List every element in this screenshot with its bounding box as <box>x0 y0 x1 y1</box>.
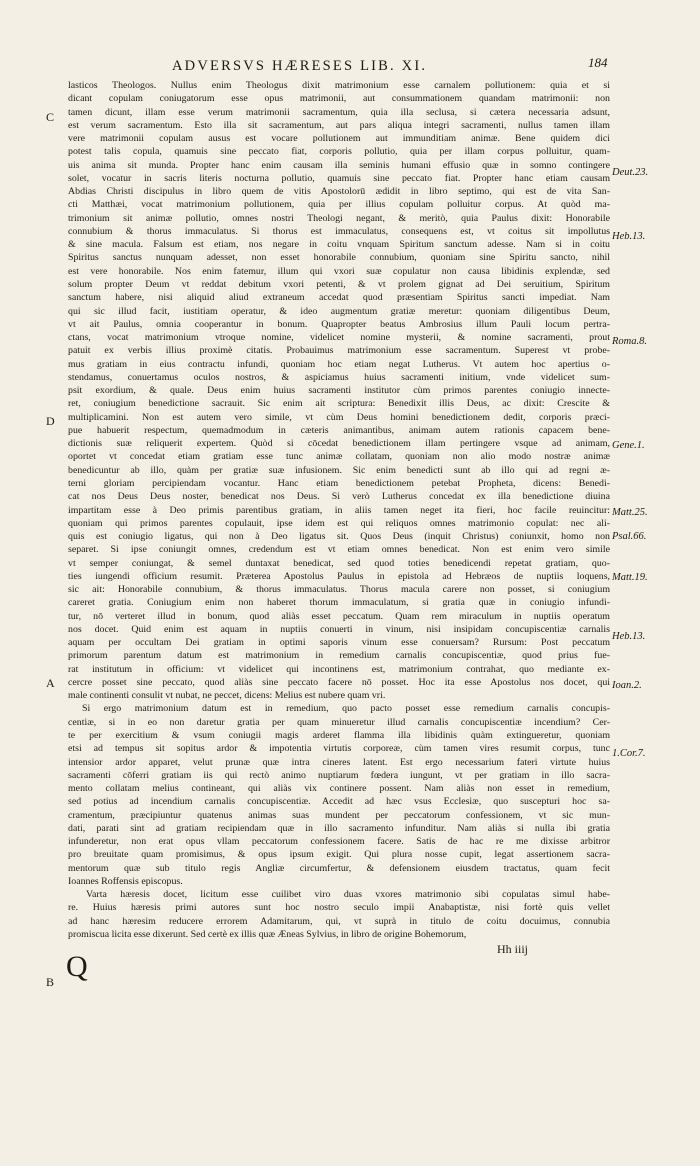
text-line: sanctum habere, nisi aliquid aliud extraneum accedat quod præsentiam Spiritus sancti impediat. Nam <box>68 292 610 304</box>
margin-note-cor: 1.Cor.7. <box>612 748 646 759</box>
text-line: solum propter Deum vt reddat debitum vxori petenti, & vt prolem gignat ad Dei seruitium, Spiritum <box>68 278 610 290</box>
page-footer <box>0 942 700 960</box>
text-line: tamen dicunt, illam esse verum matrimonii sacramentum, quia illa seclusa, si cætera necessaria adsunt, <box>68 106 610 118</box>
margin-note-matt-19: Matt.19. <box>612 572 648 583</box>
text-line: separet. Si ipse coniungit omnes, credendum est vt etiam omnes benedicat. Non est enim vero simile <box>68 544 610 556</box>
text-line: est vere honorabile. Nos enim fatemur, illum qui vxori suæ copulatur non causa libidinis explendæ, sed <box>68 265 610 277</box>
text-line: & sine macula. Falsum est etiam, nos negare in coitu vnquam Spiritum sanctum adesse. Nam si in coitu <box>68 239 610 251</box>
text-line: qui sic illud facit, iustitiam operatur, & ideo augmentum gratiæ meretur: quoniam diligentibus Deum, <box>68 305 610 317</box>
text-line: cercre posset sine peccato, quod aliàs sine peccato facere nō posset. Hoc ita esse Apostolus nos docet, qui <box>68 676 610 688</box>
text-line: Abdias Christi discipulus in libro quem de vitis Apostolorū ædidit in libro septimo, qui est de vita San- <box>68 186 610 198</box>
text-line: tur, nō verteret illud in bonum, quod aliàs esset peccatum. Quam rem miraculum in nuptiis operatum <box>68 610 610 622</box>
text-line: vt ait Paulus, omnia cooperantur in bonum. Quapropter beatus Ambrosius illum Pauli locum pertra- <box>68 318 610 330</box>
text-line: psit exordium, & quale. Deus enim huius sacramenti institutor cùm primos parentes coniugio innecte- <box>68 385 610 397</box>
text-line: trimonium sit animæ pollutio, omnes nostri Theologi negant, & meritò, quia Paulus dixit: Honorabile <box>68 212 610 224</box>
text-line: benedicuntur ab illo, quàm per gratiæ suæ infusionem. Sic enim benedicti sunt ab illo qui ad regni æ- <box>68 464 610 476</box>
text-line: ties iungendi officium resumit. Præterea Apostolus Paulus in epistola ad Hebræos de nuptiis loquens, <box>68 570 610 582</box>
running-head: ADVERSVS HÆRESES LIB. XI. <box>172 58 428 74</box>
text-line: Varta hæresis docet, licitum esse cuilibet viro duas vxores matrimonio sibi copulatas simul habe- <box>86 889 610 901</box>
text-line: cat nos Deus Deus noster, benedicat nos Deus. Si verò Lutherus concedat ex illa benedictione diuina <box>68 491 610 503</box>
section-letter-a: A <box>46 676 55 690</box>
text-line: dicant copulam coniugatorum esse opus matrimonii, aut consummationem quandam matrimonii: non <box>68 93 610 105</box>
text-line: vere matrimonii copulam ausus est vocare pollutionem aut immunditiam animæ. Bene quidem dici <box>68 133 610 145</box>
text-line: mento collatam melius contineant, qui aliàs vix continere possent. Nam aliàs non esset in remedium, <box>68 783 610 795</box>
text-line: etsi ad tempus sit sopitus ardor & impotentia virtutis corporeæ, cùm tamen vires resumit corpus, tunc <box>68 743 610 755</box>
text-line: nos docet. Quid enim est aquam in nuptiis conuerti in vinum, nisi insipidam concupiscentiæ carnalis <box>68 623 610 635</box>
text-line: impartitam esse à Deo primis parentibus gratiam, in aliis tamen neget ita fieri, hoc facile reuincitur: <box>68 504 610 516</box>
text-line: intensior ardor apparet, velut prunæ quæ intra cineres latent. Est ergo necessarium fateri virtute huius <box>68 756 610 768</box>
text-line: primorum parentum datum est matrimonium in remedium carnalis concupiscentiæ, quod prius fue- <box>68 650 610 662</box>
section-letter-d: D <box>46 414 55 428</box>
signature-mark: Hh iiij <box>497 942 529 956</box>
text-line: Si ergo matrimonium datum est in remedium, quo pacto posset esse remedium carnalis concupis- <box>82 703 610 715</box>
text-line: pue habuerit respectum, quemadmodum in cæteris animantibus, animam autem rationis capacem bene- <box>68 424 610 436</box>
margin-note-ioan: Ioan.2. <box>612 680 642 691</box>
margin-note-heb-2: Heb.13. <box>612 631 646 642</box>
text-line: infunderetur, non erat opus vllam peccatorum confessionem facere. Satis de hac re me dixisse arbitror <box>68 836 610 848</box>
text-line: Spiritus sanctus nunquam adesset, non esset honorabile connubium, quoniam sine Spiritu sancto, nihil <box>68 252 610 264</box>
text-line: oportet vt concedat etiam gratiam esse tunc animæ collatam, quoniam non alio modo nostræ animæ <box>68 451 610 463</box>
text-line: cti Matthæi, vocat matrimonium pollutionem, quia per illius copulam polluitur corpus. At quòd ma- <box>68 199 610 211</box>
text-line: potest talis copula, quamuis sine peccato fiat, corporis pollutio, quia per illam corpus polluitur, quam- <box>68 146 610 158</box>
text-line: dictionis suæ reliquerit expertem. Quòd si cōcedat benedictionem illam pertingere vsque ad animam, <box>68 438 610 450</box>
text-line: uis anima sit munda. Propter hanc enim causam illa seminis humani effusio quæ in somno contingere <box>68 159 610 171</box>
text-line: mus gratiam in eius contractu infundi, quoniam hoc etiam negat Lutherus. Vt autem hoc apertius o- <box>68 358 610 370</box>
text-line: mentorum quæ sub titulo regis Angliæ circumfertur, & defensionem eiusdem tractatus, quam fecit <box>68 862 610 874</box>
text-line: promiscua licita esse dixerunt. Sed certè ex illis quæ Æneas Sylvius, in libro de origine Bohemorum, <box>68 929 467 940</box>
text-line: ret, coniugium benedictione sacrauit. Sic enim ait scriptura: Benedixit illis Deus, ac dixit: Crescite & <box>68 398 610 410</box>
margin-note-gene: Gene.1. <box>612 440 645 451</box>
section-letter-b: B <box>46 975 55 989</box>
text-line: sed potius ad incendium carnalis concupiscentiæ. Accedit ad hæc vsus Ecclesiæ, quo suscepturi hoc sa- <box>68 796 610 808</box>
text-line: vt semper coniungat, & semel duntaxat benedicat, sed quod toties benedicendi repetat gratiam, quo- <box>68 557 610 569</box>
text-line: Ioannes Roffensis episcopus. <box>68 875 183 887</box>
text-line: lasticos Theologos. Nullus enim Theologus dixit matrimonium esse carnalem pollutionem: quia et si <box>68 80 610 91</box>
text-line: sic ait: Honorabile connubium, & thorus immaculatus. Thorus macula carere non posset, si coniugium <box>68 584 610 596</box>
text-line: quoniam qui primos parentes copulauit, ipse idem est qui reliquos omnes matrimonio copulat: nec ali- <box>68 517 610 529</box>
text-line: cramentum, præcipiuntur quatenus animas suas mundent per peccatorum confessionem, vt sic mun- <box>68 809 610 821</box>
text-line: centiæ, si in eo non daretur gratia per quam minueretur illud carnalis concupiscentiæ incendium? Cer- <box>68 716 610 728</box>
text-line: quis est coniugio ligatus, qui non à Deo ligatus sit. Quos Deus (inquit Christus) coniunxit, homo non <box>68 531 610 543</box>
text-line: rat institutum in officium: vt videlicet qui incontinens est, matrimonium contrahat, quo mediante ex- <box>68 663 610 675</box>
text-line: multiplicamini. Non est autem vero simile, vt cùm Deus homini benedictionem dedit, corporis præci- <box>68 411 610 423</box>
text-line: connubium & thorus immaculatus. Si thorus est immaculatus, consequens est, vt coitus sit impollutus <box>68 225 610 237</box>
text-line: re. Huius hæresis primi autores sunt hoc nostro seculo impii Anabaptistæ, nisi fortè quis vellet <box>68 902 610 914</box>
text-line: terni gloriam percipiendam vocantur. Hanc etiam benedictionem petebat Propheta, dicens: Benedi- <box>68 477 610 489</box>
text-line: solet, vocatur in sacris literis nocturna pollutio, quamuis sine peccato fiat. Propter hanc etiam causam <box>68 172 610 184</box>
margin-note-matt-25: Matt.25. <box>612 507 648 518</box>
text-line: ctans, vocat matrimonium vtroque nomine, videlicet nomine mysterii, & nomine sacramenti, prout <box>68 332 610 344</box>
drop-cap: Q <box>66 950 88 983</box>
body-text <box>68 79 610 941</box>
folio-number: 184 <box>588 55 608 70</box>
text-line: patuit ex verbis illius proximè citatis. Probauimus matrimonium esse sacramentum. Superest vt probe- <box>68 345 610 357</box>
text-line: careret gratia. Coniugium enim non haberet thorum immaculatum, si gratia quæ in coniugio infundi- <box>68 597 610 609</box>
section-letter-c: C <box>46 110 55 124</box>
text-line: te per exercitium & vsum coniugii magis arderet flamma illa libidinis quàm extingueretur, quoniam <box>68 730 610 742</box>
text-line: dati, parati sint ad gratiam recipiendam quæ in illo sacramento infunditur. Nam aliàs si nulla ibi gratia <box>68 822 610 834</box>
margin-note-deut: Deut.23. <box>612 167 649 178</box>
text-line: stendamus, conuertamus oculos nostros, & aspiciamus huius sacramenti initium, vnde videlicet sum- <box>68 371 610 383</box>
text-line: sacramenti cōferri gratiam iis qui rectò animo nuptiarum fœdera iungunt, vt per gratiam in illo sacra- <box>68 769 610 781</box>
margin-note-heb-1: Heb.13. <box>612 231 646 242</box>
text-line: est verum sacramentum. Esto illa sit sacramentum, aut pars aliqua integri sacramenti, nullus tamen illam <box>68 119 610 131</box>
text-line: ad hanc hæresim reducere errorem Adamitarum, qui, vt suprà in titulo de coitu docuimus, connubia <box>68 915 610 927</box>
text-line: aquam per occultam Dei gratiam in optimi saporis vinum esse conuersam? Rursum: Post peccatum <box>68 637 610 649</box>
text-line: pro breuitate quam promisimus, & opus ipsum exigit. Qui plura nosse cupit, legat assertionem sacra- <box>68 849 610 861</box>
margin-note-roma: Roma.8. <box>612 336 647 347</box>
margin-note-psal: Psal.66. <box>612 531 647 542</box>
text-line: male continenti consulit vt nubat, ne peccet, dicens: Melius est nubere quam vri. <box>68 690 386 702</box>
